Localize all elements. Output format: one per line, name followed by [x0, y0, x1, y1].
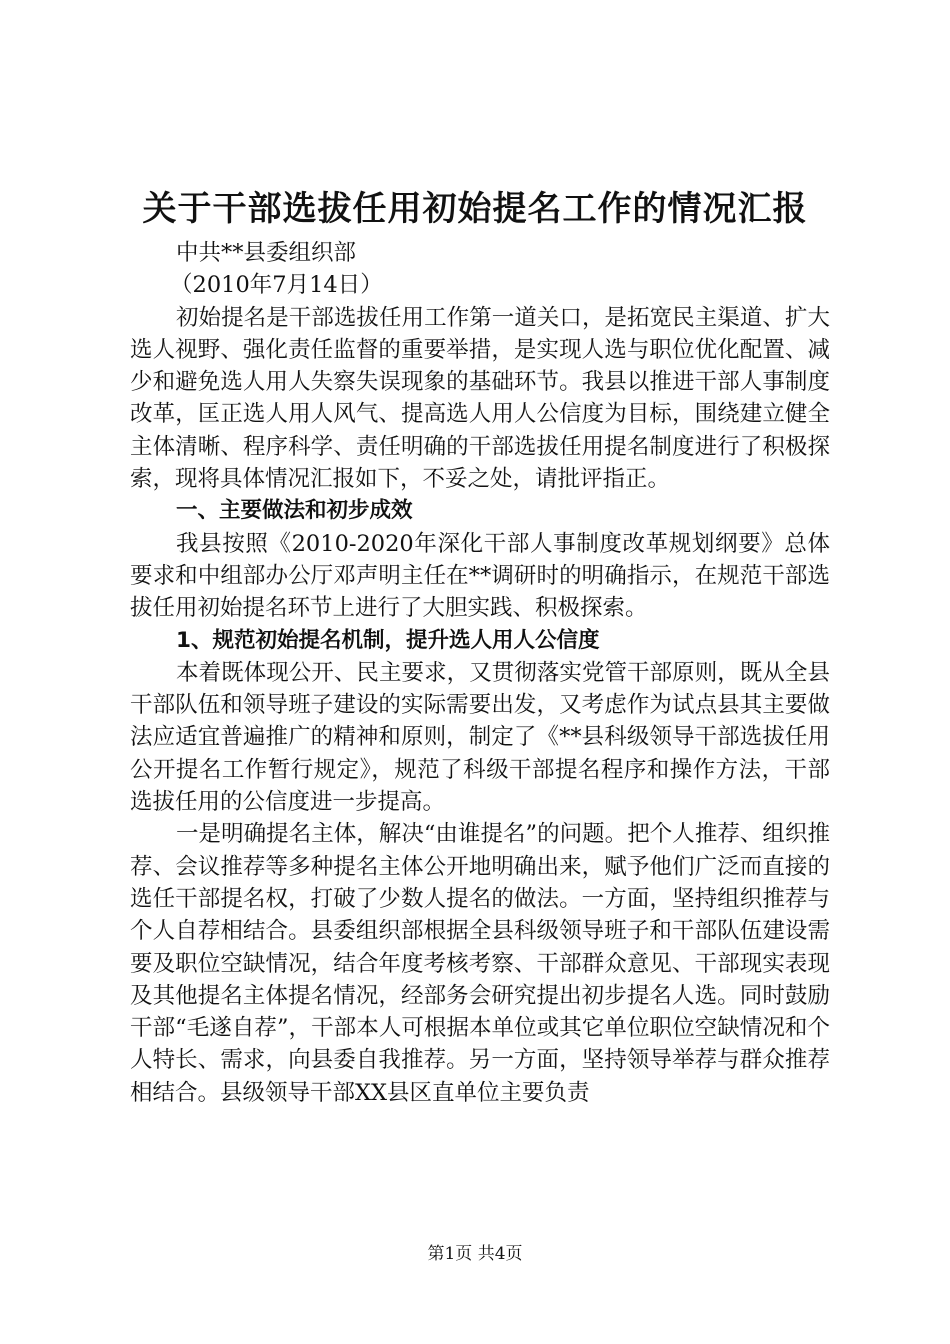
organization-line: 中共**县委组织部 — [176, 240, 357, 266]
page-footer: 第1页 共4页 — [427, 1244, 523, 1264]
section-paragraph: 我县按照《2010-2020年深化干部人事制度改革规划纲要》总体要求和中组部办公厅邓声明主任在**调研时的明确指示，在规范干部选拔任用初始提名环节上进行了大胆实践、积极探索。 — [130, 530, 830, 622]
subsection-heading: 1、规范初始提名机制，提升选人用人公信度 — [176, 627, 600, 653]
document-title: 关于干部选拔任用初始提名工作的情况汇报 — [142, 189, 808, 229]
intro-paragraph: 初始提名是干部选拔任用工作第一道关口，是拓宽民主渠道、扩大选人视野、强化责任监督的重要举措，是实现人选与职位优化配置、减少和避免选人用人失察失误现象的基础环节。我县以推进干部人事制度改革，匡正选人用人风气、提高选人用人公信度为目标，围绕建立健全主体清晰、程序科学、责任明确的干部选拔任用提名制度进行了积极探索，现将具体情况汇报如下，不妥之处，请批评指正。 — [130, 304, 830, 493]
subsection-paragraph: 本着既体现公开、民主要求，又贯彻落实党管干部原则，既从全县干部队伍和领导班子建设的实际需要出发，又考虑作为试点县其主要做法应适宜普遍推广的精神和原则，制定了《**县科级领导干部选拔任用公开提名工作暂行规定》，规范了科级干部提名程序和操作方法，干部选拔任用的公信度进一步提高。 — [130, 659, 830, 816]
point-paragraph: 一是明确提名主体，解决“由谁提名”的问题。把个人推荐、组织推荐、会议推荐等多种提名主体公开地明确出来，赋予他们广泛而直接的选任干部提名权，打破了少数人提名的做法。一方面，坚持组织推荐与个人自荐相结合。县委组织部根据全县科级领导班子和干部队伍建设需要及职位空缺情况，结合年度考核考察、干部群众意见、干部现实表现及其他提名主体提名情况，经部务会研究提出初步提名人选。同时鼓励干部“毛遂自荐”，干部本人可根据本单位或其它单位职位空缺情况和个人特长、需求，向县委自我推荐。另一方面，坚持领导举荐与群众推荐相结合。县级领导干部XX县区直单位主要负责 — [130, 821, 830, 1106]
date-line: （2010年7月14日） — [170, 272, 383, 299]
document-body — [130, 237, 830, 1109]
section-heading: 一、主要做法和初步成效 — [176, 498, 413, 524]
